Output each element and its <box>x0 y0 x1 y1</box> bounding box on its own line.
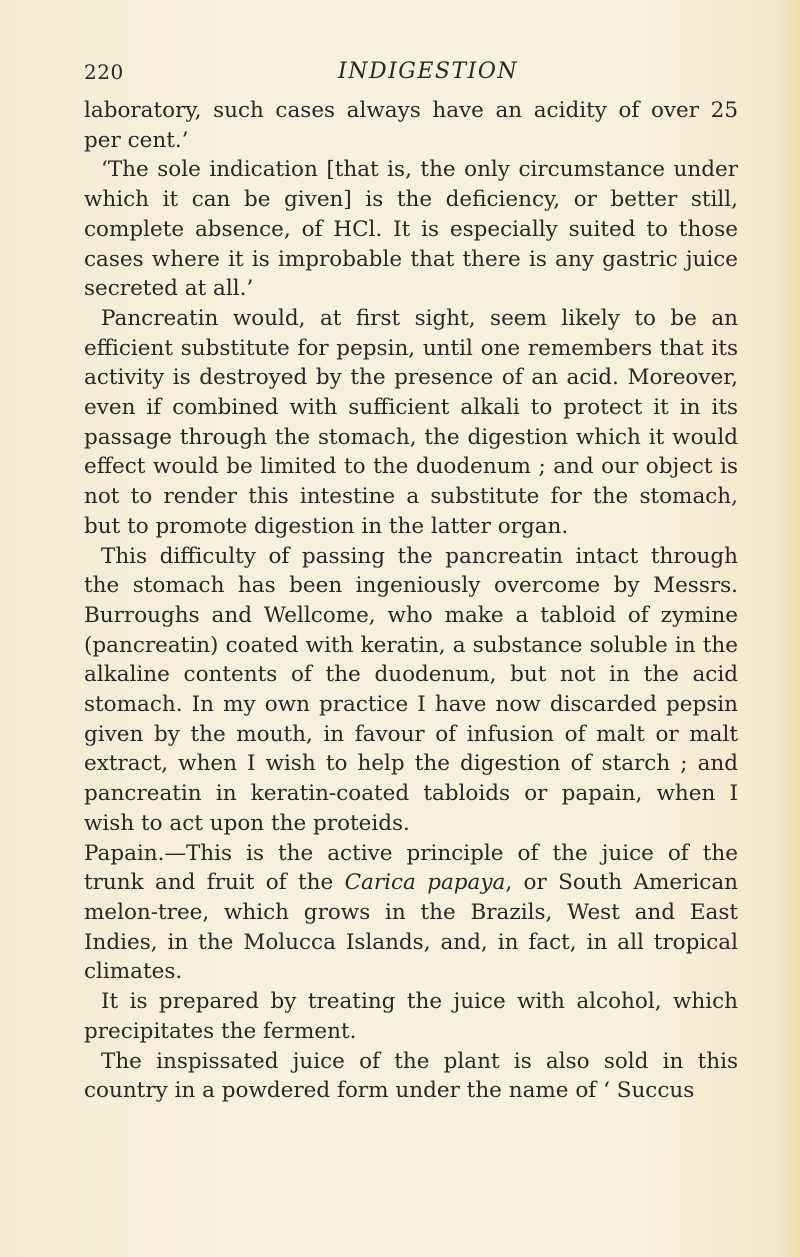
paragraph-text: —This is the active principle of the juice of the trunk and fruit of the <box>84 840 738 896</box>
page-edge-shadow <box>778 0 800 1257</box>
paragraph-papain <box>84 839 738 988</box>
species-name: Carica papaya <box>344 870 506 896</box>
paragraph: This difficulty of passing the pancreatin intact through the stomach has been ingeniously overcome by Messrs. Burroughs and Wellcome, who make a tabloid of zymine (pancreatin) coated with keratin, a substance soluble in the alkaline contents of the duodenum, but not in the acid stomach. In my own practice I have now discarded pepsin given by the mouth, in favour of infusion of malt or malt extract, when I wish to help the digestion of starch ; and pancreatin in keratin-coated tabloids or papain, when I wish to act upon the proteids. <box>84 543 738 836</box>
page-header <box>84 60 744 92</box>
paragraph: laboratory, such cases always have an acidity of over 25 per cent.’ <box>84 98 738 153</box>
page-number: 220 <box>84 60 124 84</box>
paragraph-text: , or South American melon-tree, which grows in the Brazils, West and East Indies, in the Molucca Islands, and, in fact, in all tropical climates. <box>84 870 738 985</box>
body-text <box>84 96 738 1106</box>
paragraph: ‘The sole indication [that is, the only circumstance under which it can be given] is the deficiency, or better still, complete absence, of HCl. It is especially suited to those cases where it is improbable that there is any gastric juice secreted at all.’ <box>84 157 738 302</box>
section-lead-papain: Papain. <box>84 840 165 866</box>
paragraph: It is prepared by treating the juice with alcohol, which precipitates the ferment. <box>84 989 738 1044</box>
paragraph: The inspissated juice of the plant is also sold in this country in a powdered form under the name of ‘ Succus <box>84 1048 738 1104</box>
paragraph: Pancreatin would, at first sight, seem likely to be an efficient substitute for pepsin, until one remembers that its activity is destroyed by the presence of an acid. Moreover, even if combined with sufficient alkali to protect it in its passage through the stomach, the digestion which it would effect would be limited to the duodenum ; and our object is not to render this intestine a substitute for the stomach, but to promote digestion in the latter organ. <box>84 305 738 539</box>
running-head: INDIGESTION <box>338 59 519 84</box>
